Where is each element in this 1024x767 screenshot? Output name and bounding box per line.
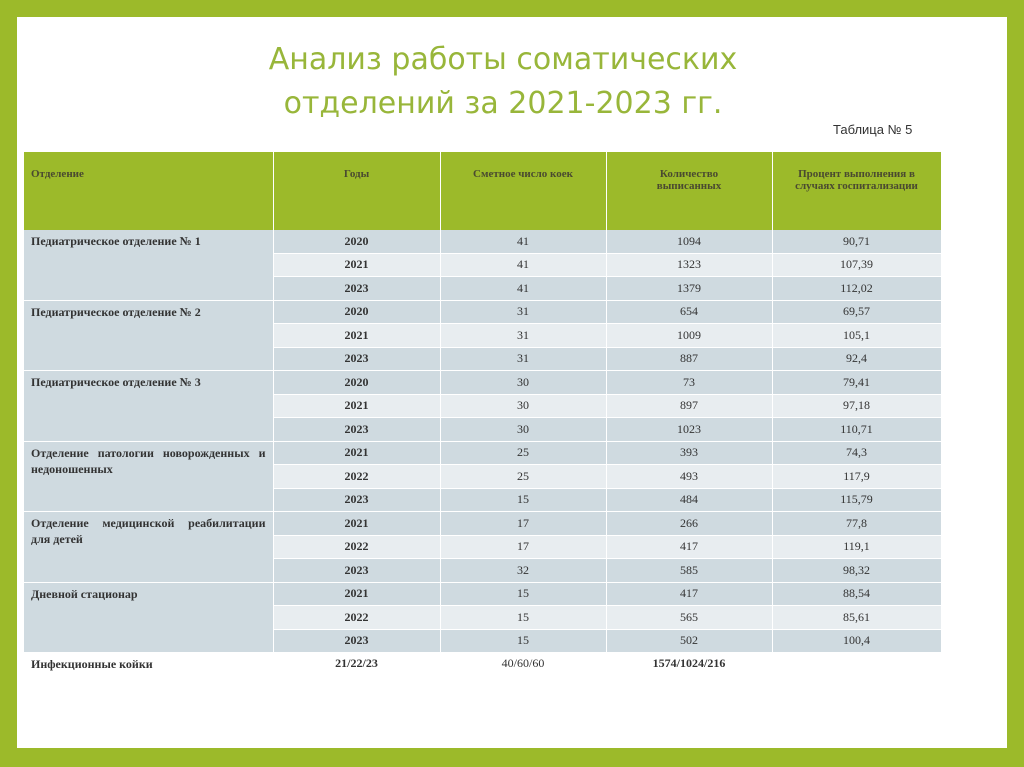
beds-cell: 25 [440,441,606,465]
discharged-cell: 1323 [606,253,772,277]
beds-cell: 30 [440,371,606,395]
department-cell: Педиатрическое отделение № 1 [24,230,273,300]
percent-cell: 112,02 [772,277,941,301]
beds-cell: 15 [440,582,606,606]
beds-cell: 31 [440,347,606,371]
year-cell: 2021 [273,253,440,277]
department-cell: Педиатрическое отделение № 2 [24,300,273,371]
beds-cell: 15 [440,488,606,512]
discharged-cell: 654 [606,300,772,324]
table-row [24,300,941,324]
beds-cell: 17 [440,535,606,559]
beds-cell: 40/60/60 [440,653,606,690]
beds-cell: 15 [440,629,606,653]
percent-cell: 105,1 [772,324,941,348]
header-year: Годы [273,152,440,230]
year-cell: 2022 [273,606,440,630]
department-cell: Инфекционные койки [24,653,273,690]
percent-cell: 88,54 [772,582,941,606]
department-cell: Отделение патологии новорожденных и недоношенных [24,441,273,512]
beds-cell: 31 [440,300,606,324]
year-cell: 2022 [273,465,440,489]
percent-cell [772,653,941,690]
percent-cell: 117,9 [772,465,941,489]
year-cell: 2021 [273,512,440,536]
discharged-cell: 565 [606,606,772,630]
beds-cell: 15 [440,606,606,630]
table-row [24,512,941,536]
table-row-infectious [24,653,941,690]
header-dept: Отделение [24,152,273,230]
year-cell: 2021 [273,394,440,418]
year-cell: 2023 [273,629,440,653]
discharged-cell: 585 [606,559,772,583]
discharged-cell: 417 [606,582,772,606]
percent-cell: 69,57 [772,300,941,324]
discharged-cell: 73 [606,371,772,395]
year-cell: 2023 [273,347,440,371]
department-cell: Дневной стационар [24,582,273,653]
table-body [24,230,941,690]
table-row [24,441,941,465]
beds-cell: 31 [440,324,606,348]
discharged-cell: 1009 [606,324,772,348]
discharged-cell: 887 [606,347,772,371]
year-cell: 2023 [273,418,440,442]
percent-cell: 110,71 [772,418,941,442]
beds-cell: 41 [440,277,606,301]
year-cell: 2021 [273,441,440,465]
beds-cell: 32 [440,559,606,583]
table-row [24,371,941,395]
year-cell: 2020 [273,230,440,253]
year-cell: 2022 [273,535,440,559]
beds-cell: 17 [440,512,606,536]
percent-cell: 79,41 [772,371,941,395]
table-row [24,230,941,253]
discharged-cell: 1574/1024/216 [606,653,772,690]
beds-cell: 41 [440,230,606,253]
year-cell: 2023 [273,559,440,583]
discharged-cell: 502 [606,629,772,653]
year-cell: 2020 [273,371,440,395]
beds-cell: 41 [440,253,606,277]
percent-cell: 107,39 [772,253,941,277]
table-row [24,582,941,606]
year-cell: 2021 [273,582,440,606]
discharged-cell: 393 [606,441,772,465]
year-cell: 21/22/23 [273,653,440,690]
discharged-cell: 417 [606,535,772,559]
discharged-cell: 484 [606,488,772,512]
title-line-1: Анализ работы соматических [268,42,738,78]
year-cell: 2021 [273,324,440,348]
discharged-cell: 897 [606,394,772,418]
percent-cell: 119,1 [772,535,941,559]
header-discharged: Количество выписанных [606,152,772,230]
table-number: Таблица № 5 [833,122,913,137]
title-line-2: отделений за 2021-2023 гг. [283,86,723,122]
department-cell: Педиатрическое отделение № 3 [24,371,273,442]
discharged-cell: 493 [606,465,772,489]
beds-cell: 30 [440,418,606,442]
beds-cell: 25 [440,465,606,489]
percent-cell: 98,32 [772,559,941,583]
department-cell: Отделение медицинской реабилитации для детей [24,512,273,583]
header-percent: Процент выполнения в случаях госпитализации [772,152,941,230]
year-cell: 2023 [273,277,440,301]
percent-cell: 92,4 [772,347,941,371]
beds-cell: 30 [440,394,606,418]
percent-cell: 74,3 [772,441,941,465]
percent-cell: 115,79 [772,488,941,512]
year-cell: 2020 [273,300,440,324]
discharged-cell: 266 [606,512,772,536]
percent-cell: 77,8 [772,512,941,536]
data-table [24,152,942,690]
percent-cell: 90,71 [772,230,941,253]
page-title [0,38,1006,126]
discharged-cell: 1094 [606,230,772,253]
percent-cell: 100,4 [772,629,941,653]
year-cell: 2023 [273,488,440,512]
header-beds: Сметное число коек [440,152,606,230]
discharged-cell: 1023 [606,418,772,442]
percent-cell: 97,18 [772,394,941,418]
discharged-cell: 1379 [606,277,772,301]
table-header-row [24,152,941,230]
percent-cell: 85,61 [772,606,941,630]
